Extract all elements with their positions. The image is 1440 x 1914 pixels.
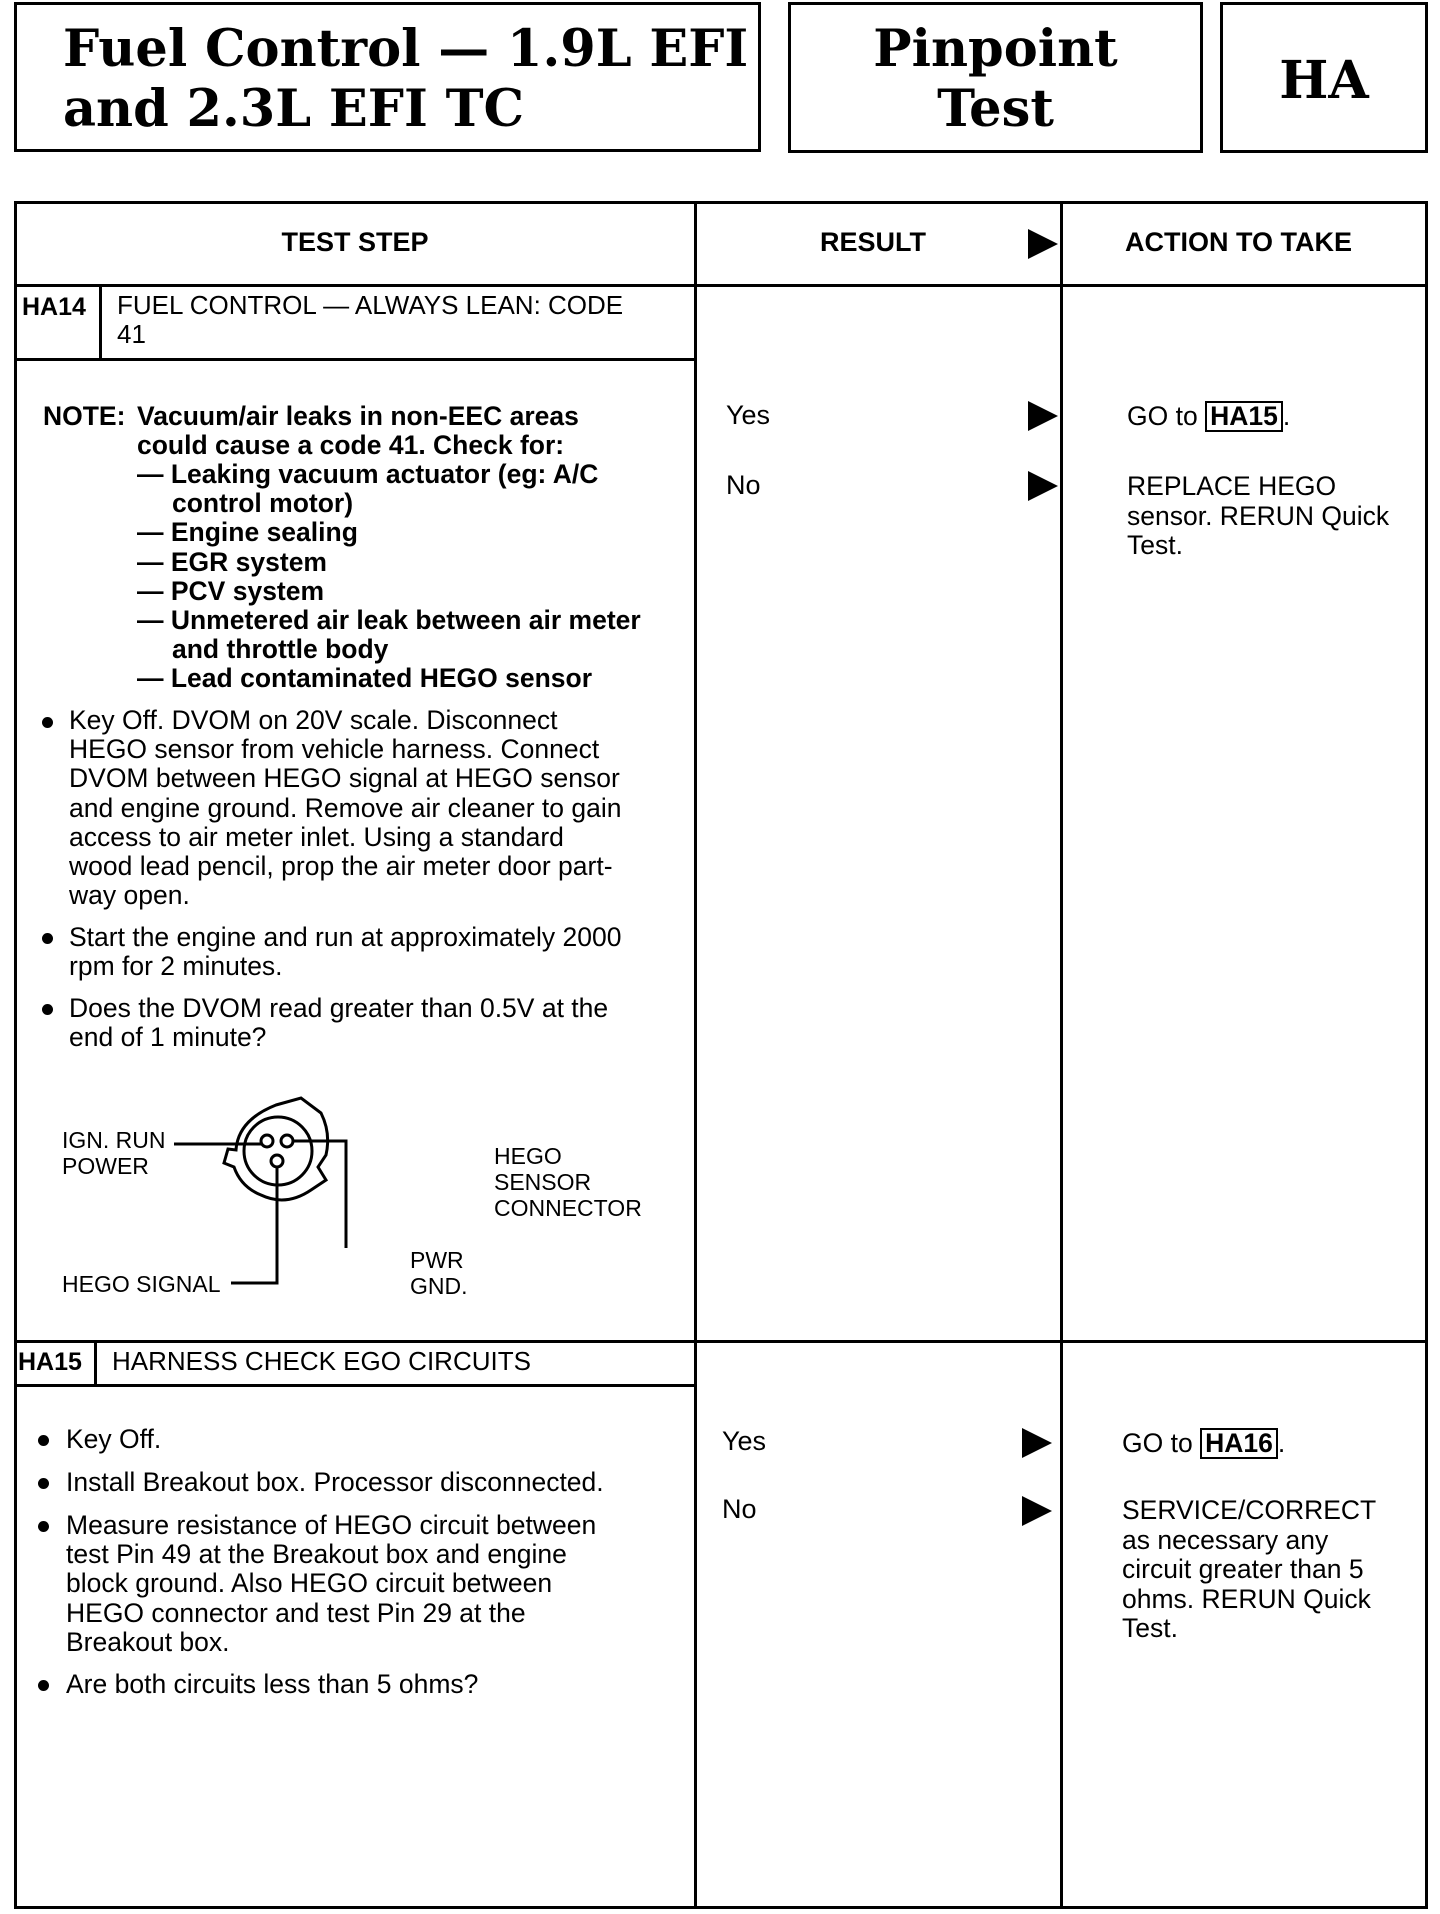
ha15-action-yes <box>1122 1428 1285 1459</box>
ha14-header-rule <box>14 358 696 361</box>
bullet-icon <box>38 1478 49 1489</box>
pinpoint-line1: Pinpoint <box>873 19 1118 79</box>
ha15-header-rule <box>14 1384 696 1387</box>
step-title-ha14-line2: 41 <box>117 319 146 349</box>
page-title-line2: and 2.3L EFI TC <box>63 79 525 139</box>
check-item: — Unmetered air leak between air meter <box>137 605 641 636</box>
ha15-action-no <box>1122 1496 1376 1644</box>
label-ign-run: IGN. RUN <box>62 1127 166 1153</box>
note-text <box>137 402 579 460</box>
step-id-ha14: HA14 <box>22 293 86 321</box>
result-arrow-icon <box>1022 1496 1052 1526</box>
check-item: — Lead contaminated HEGO sensor <box>137 663 593 694</box>
label-hego-signal: HEGO SIGNAL <box>62 1271 221 1297</box>
bullet-line: way open. <box>69 880 190 911</box>
bullet-line: rpm for 2 minutes. <box>69 951 283 982</box>
ha14-action-no <box>1127 472 1389 561</box>
bullet-line: Key Off. <box>66 1424 162 1454</box>
bullet-line: Breakout box. <box>66 1626 230 1657</box>
bullet-line: HEGO sensor from vehicle harness. Connect <box>69 734 600 765</box>
ha15-id-divider <box>94 1340 97 1386</box>
page-title <box>63 19 748 139</box>
section-code: HA <box>1279 50 1369 111</box>
action-line: SERVICE/CORRECT <box>1122 1495 1377 1525</box>
bullet-icon <box>42 933 53 944</box>
result-arrow-icon <box>1028 471 1058 501</box>
bullet-line: Start the engine and run at approximately 2000 <box>69 922 622 952</box>
bullet-line: DVOM between HEGO signal at HEGO sensor <box>69 763 620 794</box>
bullet-line: end of 1 minute? <box>69 1022 267 1053</box>
action-line: as necessary any <box>1122 1524 1329 1555</box>
label-gnd: GND. <box>410 1273 468 1299</box>
bullet-line: Key Off. DVOM on 20V scale. Disconnect <box>69 705 558 735</box>
step-ref-ha15[interactable]: HA15 <box>1205 401 1283 432</box>
result-arrow-icon <box>1022 1428 1052 1458</box>
bullet-line: HEGO connector and test Pin 29 at the <box>66 1597 526 1628</box>
label-hego-sensor-connector <box>494 1143 642 1221</box>
ha14-id-divider <box>99 284 102 360</box>
label-pwr: PWR <box>410 1247 464 1273</box>
bullet-line: and engine ground. Remove air cleaner to gain <box>69 792 622 823</box>
step-title-ha14-line1: FUEL CONTROL — ALWAYS LEAN: CODE <box>117 290 624 320</box>
col-divider-result <box>694 201 697 1909</box>
action-line: circuit greater than 5 <box>1122 1554 1364 1584</box>
bullet-line: wood lead pencil, prop the air meter door part- <box>69 851 613 882</box>
note-line1: Vacuum/air leaks in non-EEC areas <box>137 401 579 431</box>
ha15-result-no: No <box>722 1494 757 1524</box>
ha14-result-no: No <box>726 470 761 500</box>
label-power: POWER <box>62 1153 149 1179</box>
table-header-rule <box>14 284 1428 287</box>
note-line2: could cause a code 41. Check for: <box>137 430 565 461</box>
bullet-icon <box>42 717 53 728</box>
bullet-icon <box>38 1435 49 1446</box>
col-header-result: RESULT <box>820 227 926 257</box>
bullet-line: Measure resistance of HEGO circuit between <box>66 1510 597 1540</box>
hego-connector-diagram <box>56 1095 676 1305</box>
bullet-line: block ground. Also HEGO circuit between <box>66 1568 553 1599</box>
step-ref-ha16[interactable]: HA16 <box>1200 1428 1278 1459</box>
bullet-line: access to air meter inlet. Using a standard <box>69 821 564 852</box>
check-item: and throttle body <box>172 634 389 665</box>
header-pinpoint-box <box>788 2 1203 153</box>
pinpoint-label <box>791 19 1200 139</box>
pin-signal <box>271 1155 283 1167</box>
note-label: NOTE: <box>43 401 126 431</box>
ha15-bullet3 <box>66 1511 596 1657</box>
col-header-action: ACTION TO TAKE <box>1125 227 1352 257</box>
bullet-icon <box>38 1680 49 1691</box>
bullet-line: Are both circuits less than 5 ohms? <box>66 1669 479 1699</box>
label-hego: HEGO <box>494 1143 562 1169</box>
ha14-result-yes: Yes <box>726 400 771 430</box>
check-item: — EGR system <box>137 546 327 577</box>
action-period: . <box>1282 401 1291 431</box>
note-checks <box>137 460 641 694</box>
pin-power <box>261 1135 273 1147</box>
header-title-box <box>14 2 761 152</box>
ha15-result-yes: Yes <box>722 1426 767 1456</box>
ha14-bullet1 <box>69 706 621 910</box>
action-line: Test. <box>1122 1613 1178 1643</box>
action-line: REPLACE HEGO <box>1127 471 1337 501</box>
page-title-line1: Fuel Control — 1.9L EFI <box>63 19 749 79</box>
ha14-action-yes <box>1127 401 1290 432</box>
bullet-line: Does the DVOM read greater than 0.5V at the <box>69 993 609 1023</box>
check-item: control motor) <box>172 488 354 519</box>
bullet-icon <box>38 1521 49 1532</box>
ha15-bullet2 <box>66 1468 604 1497</box>
bullet-icon <box>42 1004 53 1015</box>
result-arrow-icon <box>1028 229 1058 259</box>
label-connector: CONNECTOR <box>494 1195 642 1221</box>
label-pwr-gnd <box>410 1247 468 1299</box>
label-sensor: SENSOR <box>494 1169 592 1195</box>
ha15-bullet1 <box>66 1425 161 1454</box>
step-title-ha14 <box>117 291 623 349</box>
step-title-ha15: HARNESS CHECK EGO CIRCUITS <box>112 1346 531 1376</box>
bullet-line: Install Breakout box. Processor disconnected. <box>66 1467 604 1497</box>
action-line: Test. <box>1127 530 1183 560</box>
action-go-to: GO to <box>1127 401 1198 431</box>
row-divider <box>14 1340 1428 1343</box>
ha14-bullet3 <box>69 994 608 1052</box>
ha14-bullet2 <box>69 923 621 981</box>
pin-ground <box>281 1135 293 1147</box>
action-period: . <box>1277 1428 1286 1458</box>
action-line: sensor. RERUN Quick <box>1127 500 1390 531</box>
label-ign-run-power <box>62 1127 166 1179</box>
check-item: — PCV system <box>137 575 325 606</box>
bullet-line: test Pin 49 at the Breakout box and engine <box>66 1539 567 1570</box>
step-id-ha15: HA15 <box>18 1348 82 1376</box>
pinpoint-line2: Test <box>937 79 1054 139</box>
result-arrow-icon <box>1028 401 1058 431</box>
action-go-to: GO to <box>1122 1428 1193 1458</box>
action-line: ohms. RERUN Quick <box>1122 1583 1371 1614</box>
check-item: — Engine sealing <box>137 517 358 548</box>
col-header-test-step: TEST STEP <box>281 227 429 257</box>
check-item: — Leaking vacuum actuator (eg: A/C <box>137 459 599 489</box>
header-code-box <box>1220 2 1428 153</box>
col-divider-action <box>1060 201 1063 1909</box>
ha15-bullet4 <box>66 1670 478 1699</box>
